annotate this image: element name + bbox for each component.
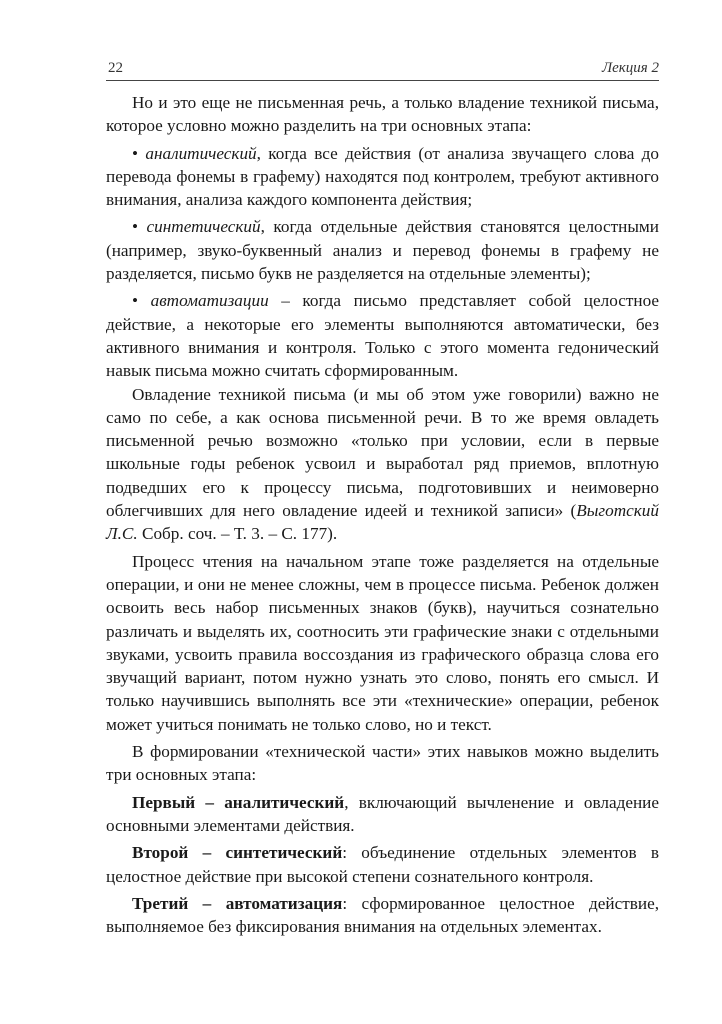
page-number: 22 bbox=[108, 60, 123, 76]
mastery-paragraph bbox=[106, 383, 659, 546]
stage-text: , включающий вычленение и овладение основными элементами действия. bbox=[106, 792, 660, 835]
citation-author: Выготский Л.С. bbox=[106, 501, 659, 544]
page-body bbox=[106, 91, 659, 938]
citation-source: Собр. соч. – Т. 3. – С. 177). bbox=[137, 524, 338, 544]
bullet-text: – когда письмо представляет собой целостное действие, а некоторые его элементы выполняются автоматически, без активного внимания и контроля. Только с этого момента гедонический навык письма можно считать сформированным. bbox=[106, 291, 660, 381]
bullet-automation bbox=[106, 289, 659, 382]
stages-intro-paragraph: В формировании «технической части» этих навыков можно выделить три основных этапа: bbox=[106, 742, 659, 785]
bullet-synthetic bbox=[106, 215, 659, 285]
stage-dash: – bbox=[188, 843, 226, 863]
header-rule bbox=[106, 80, 659, 81]
stage-name: синтетический bbox=[225, 843, 343, 863]
bullet-term: автоматизации bbox=[150, 291, 269, 311]
stage-third bbox=[106, 892, 659, 939]
bullet-term: синтетический bbox=[146, 217, 261, 237]
bullet-marker: • bbox=[132, 217, 139, 237]
reading-paragraph: Процесс чтения на начальном этапе тоже разделяется на отдельные операции, и они не менее сложны, чем в процессе письма. Ребенок должен освоить весь набор письменных знаков (букв), научиться сознательно различать и выделять их, соотносить эти графические знаки с отдельными звуками, усвоить правила воссоздания из графического образца слова его звучащий вариант, потом нужно узнать это слово, понять его смысл. И только научившись выполнять все эти «технические» операции, ребенок может учиться понимать не только слово, но и текст. bbox=[106, 551, 659, 734]
stage-text: : объединение отдельных элементов в целостное действие при высокой степени сознательного контроля. bbox=[106, 843, 659, 886]
bullet-text: , когда отдельные действия становятся целостными (например, звуко-буквенный анализ и перевод фонемы в графему не разделяется, письмо букв не разделяется на отдельные элементы); bbox=[106, 217, 660, 284]
page-header bbox=[106, 60, 659, 80]
stage-first bbox=[106, 791, 659, 838]
stage-name: аналитический bbox=[224, 792, 345, 812]
bullet-marker: • bbox=[132, 291, 139, 311]
stage-name: автоматизация bbox=[225, 893, 343, 913]
stage-ordinal: Второй bbox=[132, 843, 189, 863]
stage-dash: – bbox=[195, 792, 225, 812]
stage-second bbox=[106, 841, 659, 888]
stage-dash: – bbox=[188, 893, 226, 913]
intro-paragraph: Но и это еще не письменная речь, а только владение техникой письма, которое условно можно разделить на три основных этапа: bbox=[106, 93, 659, 136]
bullet-text: , когда все действия (от анализа звучащего слова до перевода фонемы в графему) находятся под контролем, требуют активного внимания, анализа каждого компонента действия; bbox=[106, 143, 659, 210]
stage-ordinal: Третий bbox=[132, 893, 189, 913]
bullet-marker: • bbox=[132, 143, 139, 163]
mastery-text: Овладение техникой письма (и мы об этом уже говорили) важно не само по себе, а как основа письменной речи. В то же время овладеть письменной речью возможно «только при условии, если в первые школьные годы ребенок усвоил и выработал ряд приемов, вплотную подведших его к процессу письма, подготовивших и неимоверно облегчивших для него овладение идеей и техникой записи» ( bbox=[106, 384, 659, 521]
bullet-analytic bbox=[106, 142, 659, 212]
bullet-term: аналитический bbox=[145, 143, 257, 163]
stage-ordinal: Первый bbox=[132, 792, 196, 812]
running-title: Лекция 2 bbox=[601, 60, 659, 76]
stage-text: : сформированное целостное действие, выполняемое без фиксирования внимания на отдельных элементах. bbox=[106, 893, 659, 937]
